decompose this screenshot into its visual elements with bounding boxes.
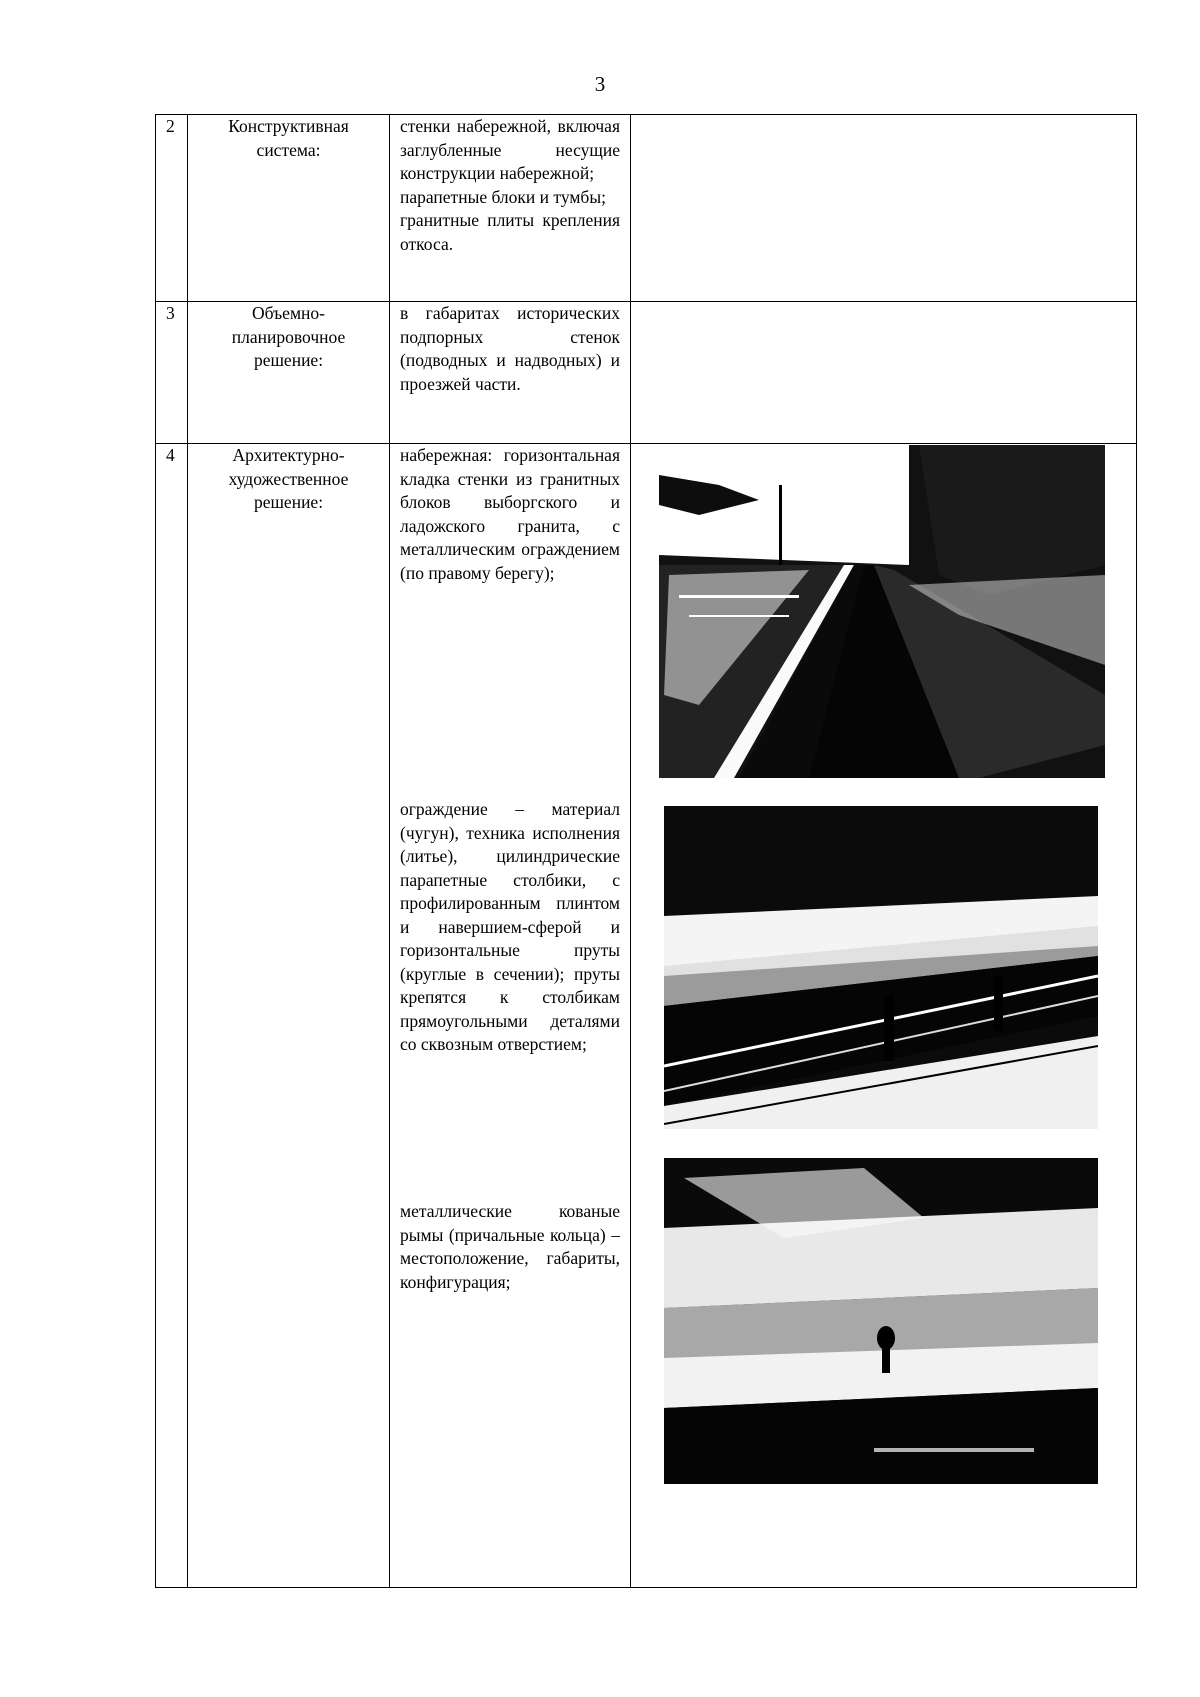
row-description (390, 444, 631, 1588)
row-title: Конструктивная система: (188, 115, 390, 302)
description-paragraph: металлические кованые рымы (причальные кольца) – местоположение, габариты, конфигурация; (400, 1201, 620, 1292)
table-row (156, 302, 1137, 444)
embankment-canal-image (659, 445, 1105, 778)
photo-cell (631, 302, 1137, 444)
row-title: Объемно-планировочное решение: (188, 302, 390, 444)
row-number: 4 (156, 444, 188, 1588)
cast-iron-fence-image (664, 806, 1098, 1129)
row-number: 2 (156, 115, 188, 302)
row-description (390, 115, 631, 302)
photo-embankment-canal (659, 445, 1105, 778)
mooring-ring-image (664, 1158, 1098, 1484)
description-paragraph: ограждение – материал (чугун), техника исполнения (литье), цилиндрические парапетные столбики, с профилированным плинтом и навершием-сферой и горизонтальные пруты (круглые в сечении); пруты крепятся к столбикам прямоугольными деталями со сквозным отверстием; (400, 799, 620, 1054)
description-paragraph: гранитные плиты крепления откоса. (400, 210, 620, 254)
description-paragraph: в габаритах исторических подпорных стенок (подводных и надводных) и проезжей части. (400, 303, 620, 394)
description-paragraph: стенки набережной, включая заглубленные несущие конструкции набережной; (400, 116, 620, 183)
table-row (156, 115, 1137, 302)
row-number: 3 (156, 302, 188, 444)
page-number: 3 (594, 72, 606, 96)
photo-cast-iron-fence (664, 806, 1098, 1129)
description-paragraph: набережная: горизонтальная кладка стенки из гранитных блоков выборгского и ладожского гранита, с металлическим ограждением (по правому берегу); (400, 445, 620, 583)
row-description (390, 302, 631, 444)
photo-mooring-ring (664, 1158, 1098, 1484)
row-title: Архитектурно-художественное решение: (188, 444, 390, 1588)
description-paragraph: парапетные блоки и тумбы; (400, 186, 606, 207)
photo-cell (631, 115, 1137, 302)
